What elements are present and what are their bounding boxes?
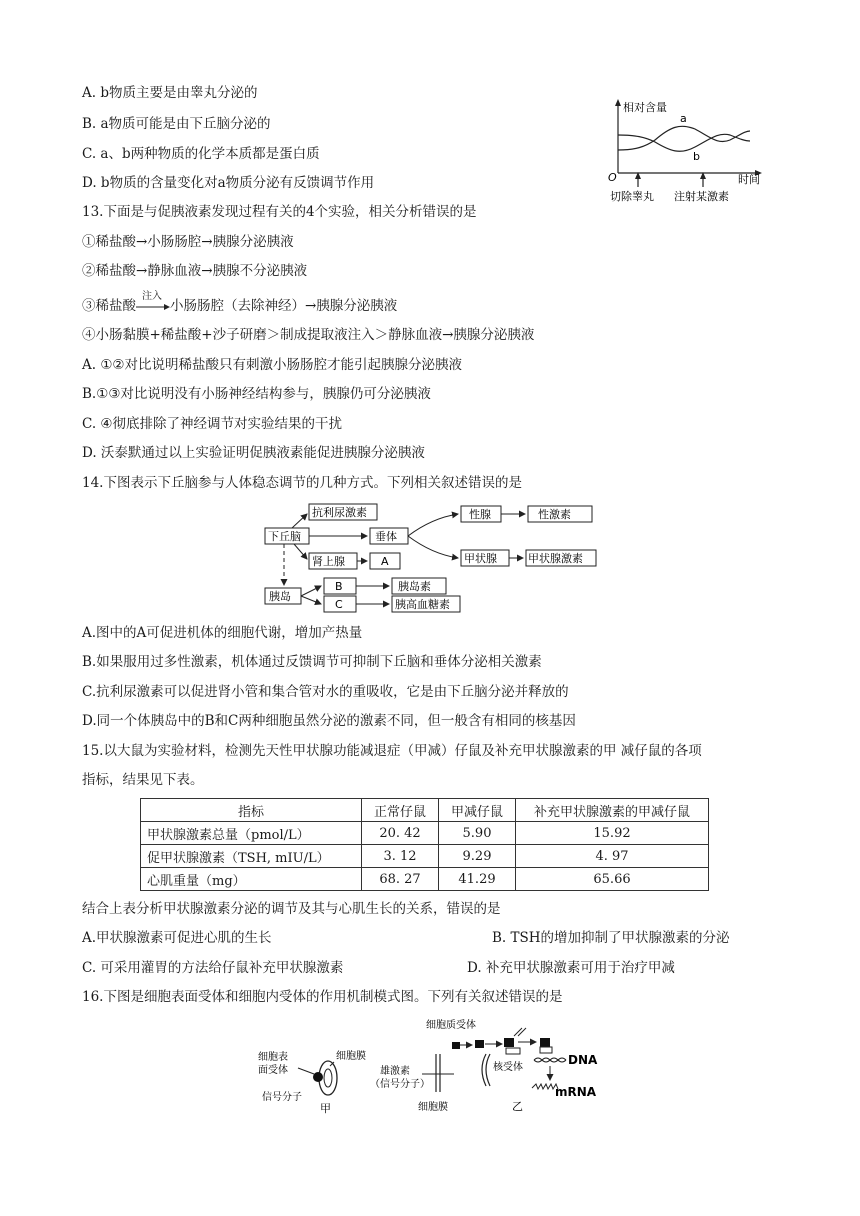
cell-value: 68. 27 — [362, 868, 439, 891]
label-signal-a: 信号分子 — [262, 1092, 302, 1103]
header-hypo: 甲减仔鼠 — [439, 799, 516, 822]
graph-ylabel: 相对含量 — [623, 101, 667, 114]
graph-marker-1: 切除睾丸 — [610, 190, 654, 203]
header-supplemented: 补充甲状腺激素的甲减仔鼠 — [516, 799, 709, 822]
header-normal: 正常仔鼠 — [362, 799, 439, 822]
label-gonad: 性腺 — [469, 508, 491, 521]
q15-options-row-1 — [82, 929, 782, 947]
q14-option-a: A.图中的A可促进机体的细胞代谢，增加产热量 — [82, 625, 363, 641]
cell-value: 5.90 — [439, 822, 516, 845]
label-b: B — [335, 580, 343, 593]
q14-hypothalamus-diagram — [262, 498, 602, 614]
q13-exp-3-arrow-label: 注入 — [142, 290, 162, 302]
q15-option-c: C. 可采用灌胃的方法给仔鼠补充甲状腺激素 — [82, 960, 344, 976]
q15-data-table — [140, 798, 709, 891]
curve-a — [618, 126, 750, 150]
cell-indicator: 甲状腺激素总量（pmol/L） — [141, 822, 362, 845]
q15-stem-line-2: 指标，结果见下表。 — [82, 772, 204, 788]
q13-option-a: A. ①②对比说明稀盐酸只有刺激小肠肠腔才能引起胰腺分泌胰液 — [82, 357, 463, 373]
q16-stem: 16.下图是细胞表面受体和细胞内受体的作用机制模式图。下列有关叙述错误的是 — [82, 989, 563, 1005]
table-header-row — [141, 799, 709, 822]
graph-origin: O — [608, 171, 617, 184]
label-a: A — [381, 555, 389, 568]
q15-option-d: D. 补充甲状腺激素可用于治疗甲减 — [467, 960, 675, 976]
table-row — [141, 845, 709, 868]
curve-a-label: a — [680, 112, 687, 125]
q16-receptor-diagram — [250, 1014, 610, 1118]
label-surface-receptor-2: 面受体 — [258, 1065, 288, 1076]
label-membrane-a: 细胞膜 — [336, 1051, 366, 1062]
q14-option-c: C.抗利尿激素可以促进肾小管和集合管对水的重吸收，它是由下丘脑分泌并释放的 — [82, 684, 569, 700]
q15-after-table: 结合上表分析甲状腺激素分泌的调节及其与心肌生长的关系，错误的是 — [82, 901, 501, 917]
label-yi: 乙 — [512, 1100, 523, 1113]
label-adrenal: 肾上腺 — [312, 555, 345, 568]
q13-exp-3-suffix: 小肠肠腔（去除神经）→胰腺分泌胰液 — [170, 298, 398, 314]
label-signal-b: （信号分子） — [370, 1079, 430, 1090]
q15-option-b: B. TSH的增加抑制了甲状腺激素的分泌 — [492, 930, 730, 946]
cell-value: 65.66 — [516, 868, 709, 891]
cell-value: 3. 12 — [362, 845, 439, 868]
label-thyroid-hormone: 甲状腺激素 — [528, 552, 583, 565]
q15-options-row-2 — [82, 959, 782, 977]
q12-option-c: C. a、b两种物质的化学本质都是蛋白质 — [82, 146, 320, 162]
curve-b — [618, 134, 750, 151]
q13-exp-3-arrow — [136, 290, 170, 314]
q13-exp-3 — [82, 290, 398, 315]
label-glucagon: 胰高血糖素 — [395, 598, 450, 611]
q15-stem-line-1: 15.以大鼠为实验材料，检测先天性甲状腺功能减退症（甲减）仔鼠及补充甲状腺激素的甲 减仔鼠的各项 — [82, 743, 702, 759]
q13-option-b: B.①③对比说明没有小肠神经结构参与，胰腺仍可分泌胰液 — [82, 386, 431, 402]
label-androgen: 雄激素 — [380, 1066, 410, 1077]
header-indicator: 指标 — [141, 799, 362, 822]
cell-value: 15.92 — [516, 822, 709, 845]
q12-option-a: A. b物质主要是由睾丸分泌的 — [82, 85, 258, 101]
q13-exp-4: ④小肠黏膜+稀盐酸+沙子研磨＞制成提取液注入＞静脉血液→胰腺分泌胰液 — [82, 327, 535, 343]
q14-option-b: B.如果服用过多性激素，机体通过反馈调节可抑制下丘脑和垂体分泌相关激素 — [82, 654, 542, 670]
q12-option-b: B. a物质可能是由下丘脑分泌的 — [82, 116, 271, 132]
label-dna: DNA — [568, 1053, 598, 1067]
label-cytoplasmic-receptor: 细胞质受体 — [426, 1020, 476, 1031]
label-sex-hormone: 性激素 — [538, 508, 571, 521]
cell-value: 9.29 — [439, 845, 516, 868]
graph-marker-2: 注射某激素 — [674, 190, 729, 203]
q13-option-d: D. 沃泰默通过以上实验证明促胰液素能促进胰腺分泌胰液 — [82, 445, 425, 461]
label-surface-receptor-1: 细胞表 — [258, 1052, 288, 1063]
label-mrna: mRNA — [555, 1085, 597, 1099]
label-islet: 胰岛 — [269, 590, 291, 603]
q13-exp-1: ①稀盐酸→小肠肠腔→胰腺分泌胰液 — [82, 234, 294, 250]
table-row — [141, 822, 709, 845]
label-thyroid: 甲状腺 — [464, 552, 497, 565]
label-c: C — [335, 598, 343, 611]
label-insulin: 胰岛素 — [398, 580, 431, 593]
q14-option-d: D.同一个体胰岛中的B和C两种细胞虽然分泌的激素不同，但一般含有相同的核基因 — [82, 713, 576, 729]
q12-hormone-graph — [600, 95, 770, 205]
table-row — [141, 868, 709, 891]
curve-b-label: b — [693, 150, 700, 163]
label-adh: 抗利尿激素 — [312, 506, 367, 519]
cell-value: 4. 97 — [516, 845, 709, 868]
q12-option-d: D. b物质的含量变化对a物质分泌有反馈调节作用 — [82, 175, 375, 191]
q13-exp-2: ②稀盐酸→静脉血液→胰腺不分泌胰液 — [82, 263, 308, 279]
label-membrane-b: 细胞膜 — [418, 1102, 448, 1113]
label-jia: 甲 — [320, 1102, 331, 1115]
label-pituitary: 垂体 — [375, 530, 397, 543]
q15-option-a: A.甲状腺激素可促进心肌的生长 — [82, 930, 272, 946]
label-nuclear-receptor: 核受体 — [493, 1062, 523, 1073]
q13-option-c: C. ④彻底排除了神经调节对实验结果的干扰 — [82, 416, 343, 432]
cell-value: 20. 42 — [362, 822, 439, 845]
cell-indicator: 促甲状腺激素（TSH, mIU/L） — [141, 845, 362, 868]
q14-stem: 14.下图表示下丘脑参与人体稳态调节的几种方式。下列相关叙述错误的是 — [82, 475, 522, 491]
q13-exp-3-prefix: ③稀盐酸 — [82, 298, 136, 314]
cell-value: 41.29 — [439, 868, 516, 891]
cell-indicator: 心肌重量（mg） — [141, 868, 362, 891]
q13-stem: 13.下面是与促胰液素发现过程有关的4个实验，相关分析错误的是 — [82, 204, 477, 220]
label-hypothalamus: 下丘脑 — [268, 530, 301, 543]
graph-xlabel: 时间 — [738, 173, 760, 186]
